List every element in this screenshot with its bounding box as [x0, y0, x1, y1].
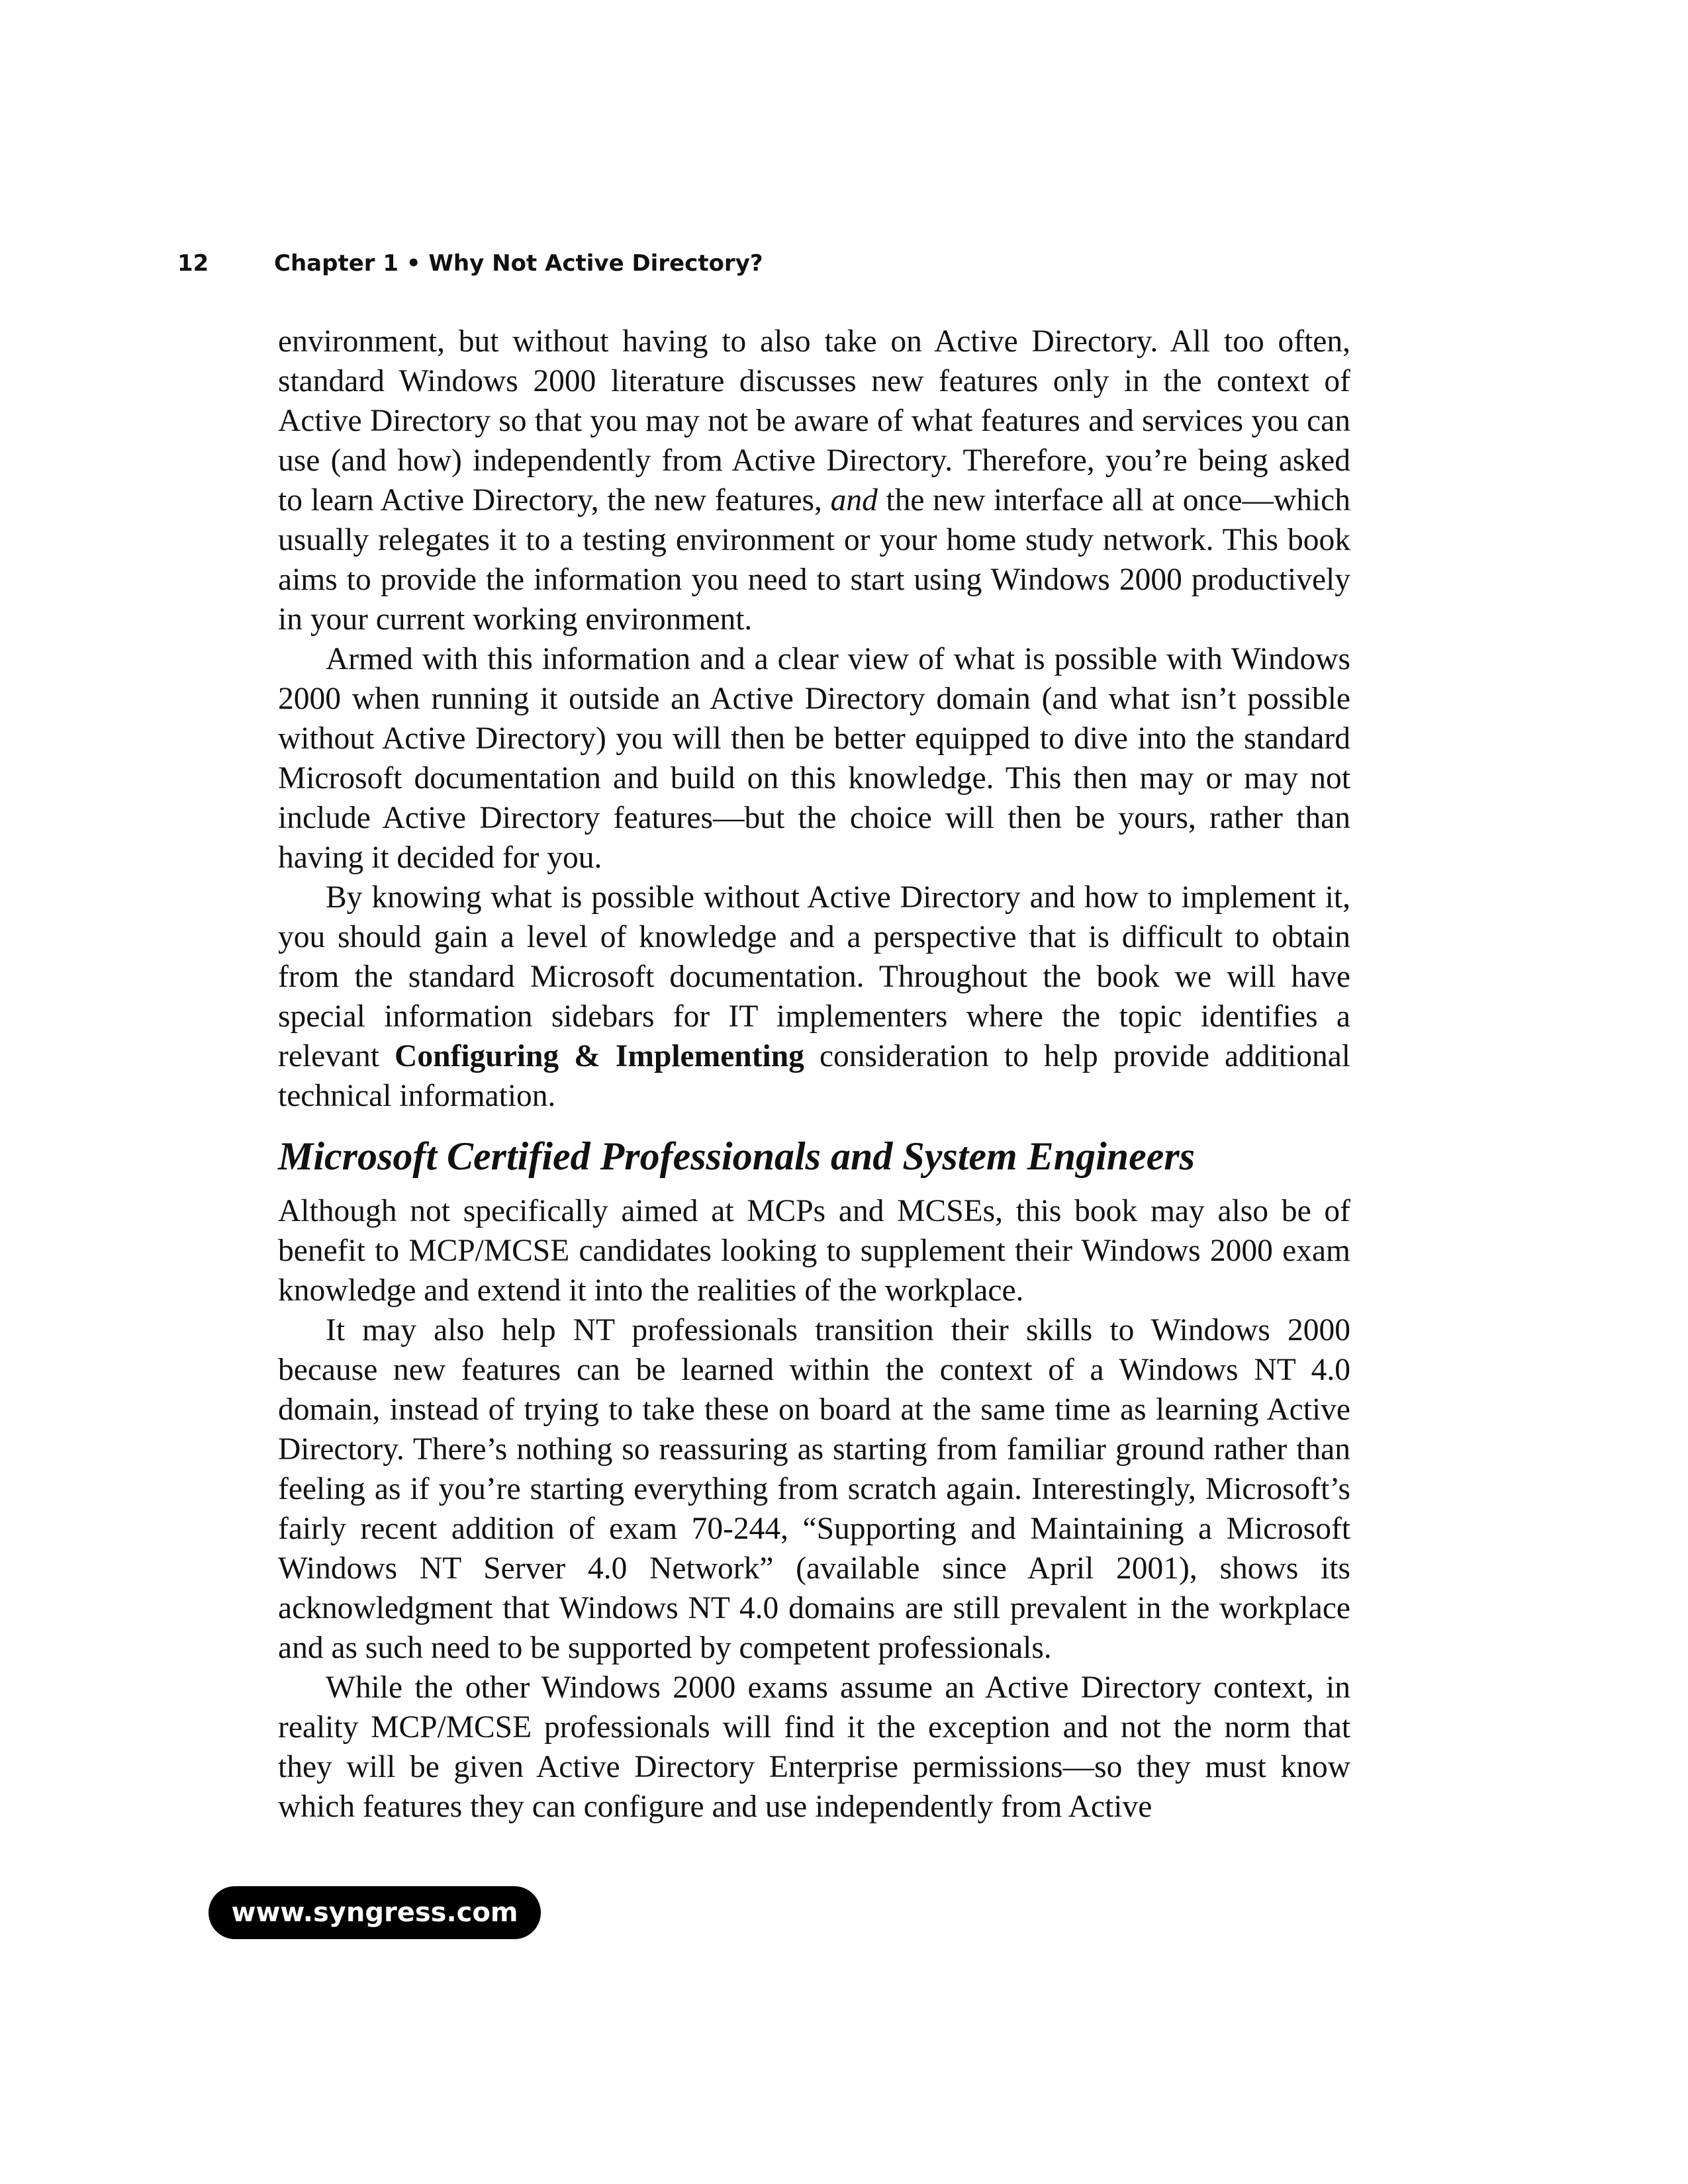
paragraph-text: the new interface all at once—which usually relegates it to a testing environment or your home study network. This book aims to provide the information you need to start using Windows 2000 productively in your current working environment. — [278, 483, 1351, 637]
footer-url: www.syngress.com — [231, 1897, 518, 1928]
body-text — [278, 322, 1350, 1827]
paragraph-text: consideration to help provide additional technical information. — [278, 1039, 1350, 1113]
paragraph-text: By knowing what is possible without Active Directory and how to implement it, you should gain a level of knowledge and a perspective that is difficult to obtain from the standard Microsoft documentation. Throughout the book we will have special information sidebars for IT implementers where the topic identifies a relevant — [278, 880, 1350, 1073]
paragraph-text: It may also help NT professionals transition their skills to Windows 2000 because new features can be learned within the context of a Windows NT 4.0 domain, instead of trying to take these on board at the same time as learning Active Directory. There’s nothing so reassuring as starting from familiar ground rather than feeling as if you’re starting everything from scratch again. Interestingly, Microsoft’s fairly recent addition of exam 70-244, “Supporting and Maintaining a Microsoft Windows NT Server 4.0 Network” (available since April 2001), shows its acknowledgment that Windows NT 4.0 domains are still prevalent in the workplace and as such need to be supported by competent professionals. — [278, 1313, 1350, 1665]
paragraph-text: Although not specifically aimed at MCPs and MCSEs, this book may also be of benefit to MCP/MCSE candidates looking to supplement their Windows 2000 exam knowledge and extend it into the realities of the workplace. — [278, 1194, 1350, 1308]
paragraph-text: Armed with this information and a clear view of what is possible with Windows 2000 when running it outside an Active Directory domain (and what isn’t possible without Active Directory) you will then be better equipped to dive into the standard Microsoft documentation and build on this knowledge. This then may or may not include Active Directory features—but the choice will then be yours, rather than having it decided for you. — [278, 642, 1350, 875]
footer-url-badge — [209, 1886, 541, 1939]
chapter-title: Chapter 1 • Why Not Active Directory? — [274, 250, 763, 277]
paragraph-3 — [278, 878, 1350, 1116]
bold-sidebar-name: Configuring & Implementing — [395, 1039, 804, 1073]
paragraph-text: While the other Windows 2000 exams assume an Active Directory context, in reality MCP/MCSE professionals will find it the exception and not the norm that they will be given Active Directory Enterprise permissions—so they must know which features they can configure and use independently from Active — [278, 1670, 1350, 1824]
paragraph-2 — [278, 639, 1350, 878]
running-header — [177, 250, 763, 277]
section-heading: Microsoft Certified Professionals and System Engineers — [278, 1134, 1196, 1178]
paragraph-5 — [278, 1310, 1350, 1668]
emphasis-text: and — [830, 483, 878, 518]
paragraph-text: environment, but without having to also take on Active Directory. All too often, standard Windows 2000 literature discusses new features only in the context of Active Directory so that you may not be aware of what features and services you can use (and how) independently from Active Directory. Therefore, you’re being asked to learn Active Directory, the new features, — [278, 324, 1350, 518]
paragraph-1 — [278, 322, 1350, 639]
page-number: 12 — [177, 250, 209, 277]
paragraph-6 — [278, 1668, 1350, 1827]
paragraph-4 — [278, 1191, 1350, 1310]
